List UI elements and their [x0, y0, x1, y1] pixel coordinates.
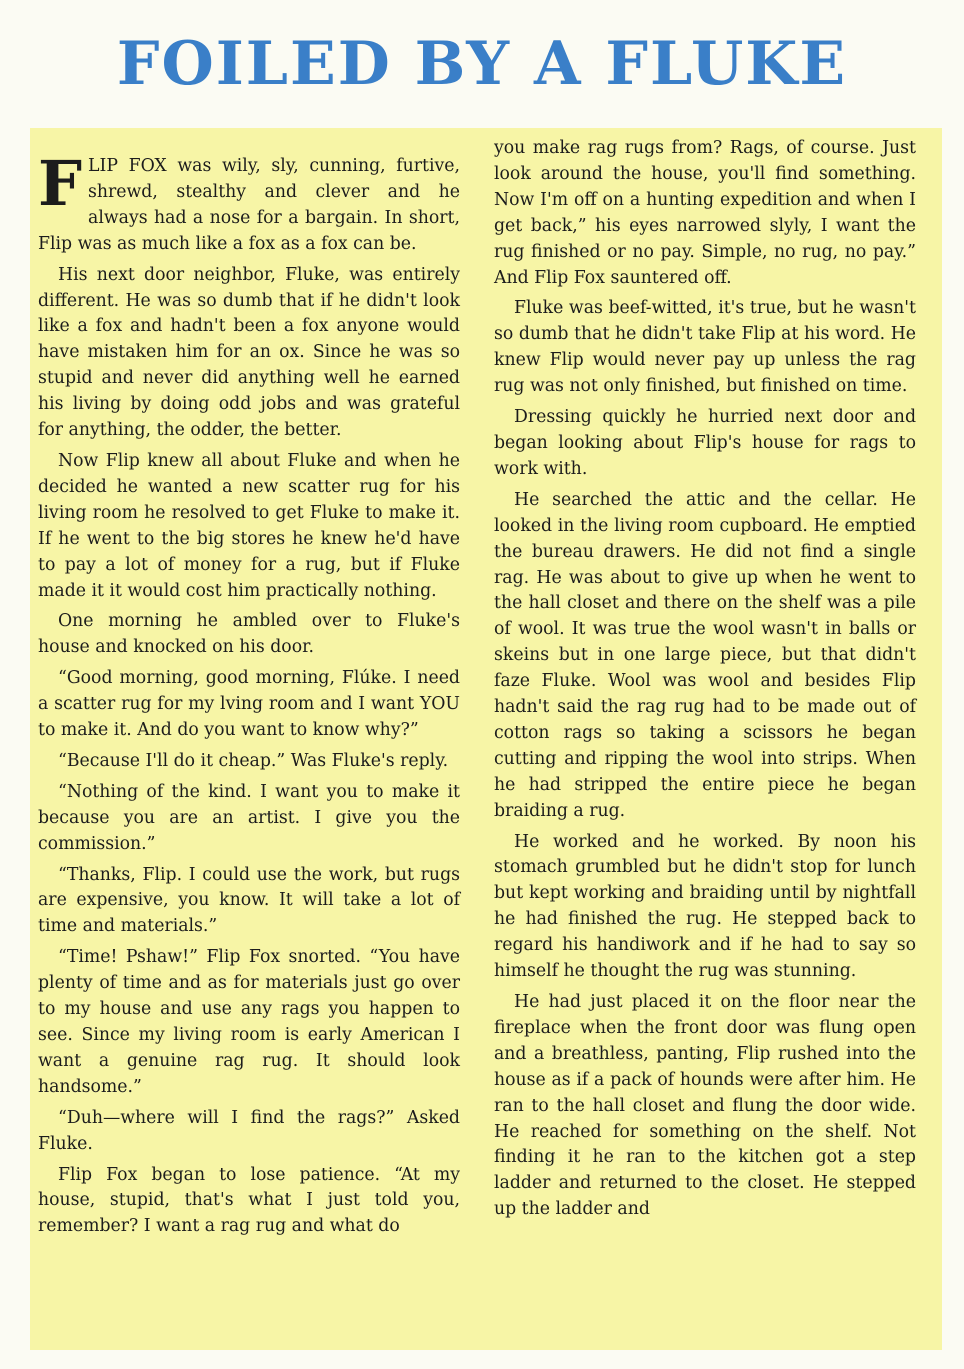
- text-column-left: [38, 147, 460, 1350]
- paragraph: [38, 147, 460, 258]
- paragraph: His next door neighbor, Fluke, was entirely different. He was so dumb that if he didn't look like a fox and hadn't been a fox anyone would have mistaken him for an ox. Since he was so stupid and never did anything well he earned his living by doing odd jobs and was grateful for anything, the odder, the better.: [38, 264, 460, 441]
- paragraph: He worked and he worked. By noon his stomach grumbled but he didn't stop for lunch but kept working and braiding until by nightfall he had finished the rug. He stepped back to regard his handiwork and if he had to say so himself he thought the rug was stunning.: [494, 831, 916, 982]
- story-panel: [30, 128, 942, 1350]
- paragraph: “Thanks, Flip. I could use the work, but rugs are expensive, you know. It will take a lot of time and materials.”: [38, 864, 460, 937]
- paragraph-text: LIP FOX was wily, sly, cunning, furtive, shrewd, stealthy and clever and he always had a nose for a bargain. In short, Flip was as much like a fox as a fox can be.: [38, 156, 460, 254]
- drop-cap: F: [38, 147, 83, 220]
- paragraph: Fluke was beef-witted, it's true, but he wasn't so dumb that he didn't take Flip at his word. He knew Flip would never pay up unless the rag rug was not only finished, but finished on time.: [494, 298, 916, 397]
- paragraph: Flip Fox began to lose patience. “At my house, stupid, that's what I just told you, remember? I want a rag rug and what do: [38, 1164, 460, 1237]
- paragraph: “Good morning, good morning, Flúke. I need a scatter rug for my lving room and I want YOU to make it. And do you want to know why?”: [38, 668, 460, 741]
- paragraph: Dressing quickly he hurried next door and began looking about Flip's house for rags to work with.: [494, 407, 916, 479]
- paragraph: “Time! Pshaw!” Flip Fox snorted. “You have plenty of time and as for materials just go over to my house and use any rags you happen to see. Since my living room is early American I want a genuine rag rug. It should look handsome.”: [38, 947, 460, 1097]
- paragraph: you make rag rugs from? Rags, of course. Just look around the house, you'll find something. Now I'm off on a hunting expedition and when I get back,” his eyes narrowed slyly, I want the rug finished or no pay. Simple, no rug, no pay.” And Flip Fox sauntered off.: [494, 138, 916, 288]
- text-column-right: [494, 136, 916, 1350]
- paragraph: “Duh—where will I find the rags?” Asked Fluke.: [38, 1107, 460, 1154]
- paragraph: “Because I'll do it cheap.” Was Fluke's reply.: [58, 750, 449, 771]
- paragraph: “Nothing of the kind. I want you to make it because you are an artist. I give you the commission.”: [38, 781, 460, 854]
- paragraph: One morning he ambled over to Fluke's house and knocked on his door.: [38, 611, 460, 658]
- paragraph: Now Flip knew all about Fluke and when he decided he wanted a new scatter rug for his living room he resolved to get Fluke to make it. If he went to the big stores he knew he'd have to pay a lot of money for a rug, but if Fluke made it it would cost him practically nothing.: [38, 450, 460, 601]
- paragraph: He searched the attic and the cellar. He looked in the living room cupboard. He emptied the bureau drawers. He did not find a single rag. He was about to give up when he went to the hall closet and there on the shelf was a pile of wool. It was true the wool wasn't in balls or skeins but in one large piece, but that didn't faze Fluke. Wool was wool and besides Flip hadn't said the rag rug had to be made out of cotton rags so taking a scissors he began cutting and ripping the wool into strips. When he had stripped the entire piece he began braiding a rug.: [494, 489, 916, 821]
- paragraph: He had just placed it on the floor near the fireplace when the front door was flung open and a breathless, panting, Flip rushed into the house as if a pack of hounds were after him. He ran to the hall closet and flung the door wide. He reached for something on the shelf. Not finding it he ran to the kitchen got a step ladder and returned to the closet. He stepped up the ladder and: [494, 992, 916, 1220]
- story-title: FOILED BY A FLUKE: [116, 29, 848, 99]
